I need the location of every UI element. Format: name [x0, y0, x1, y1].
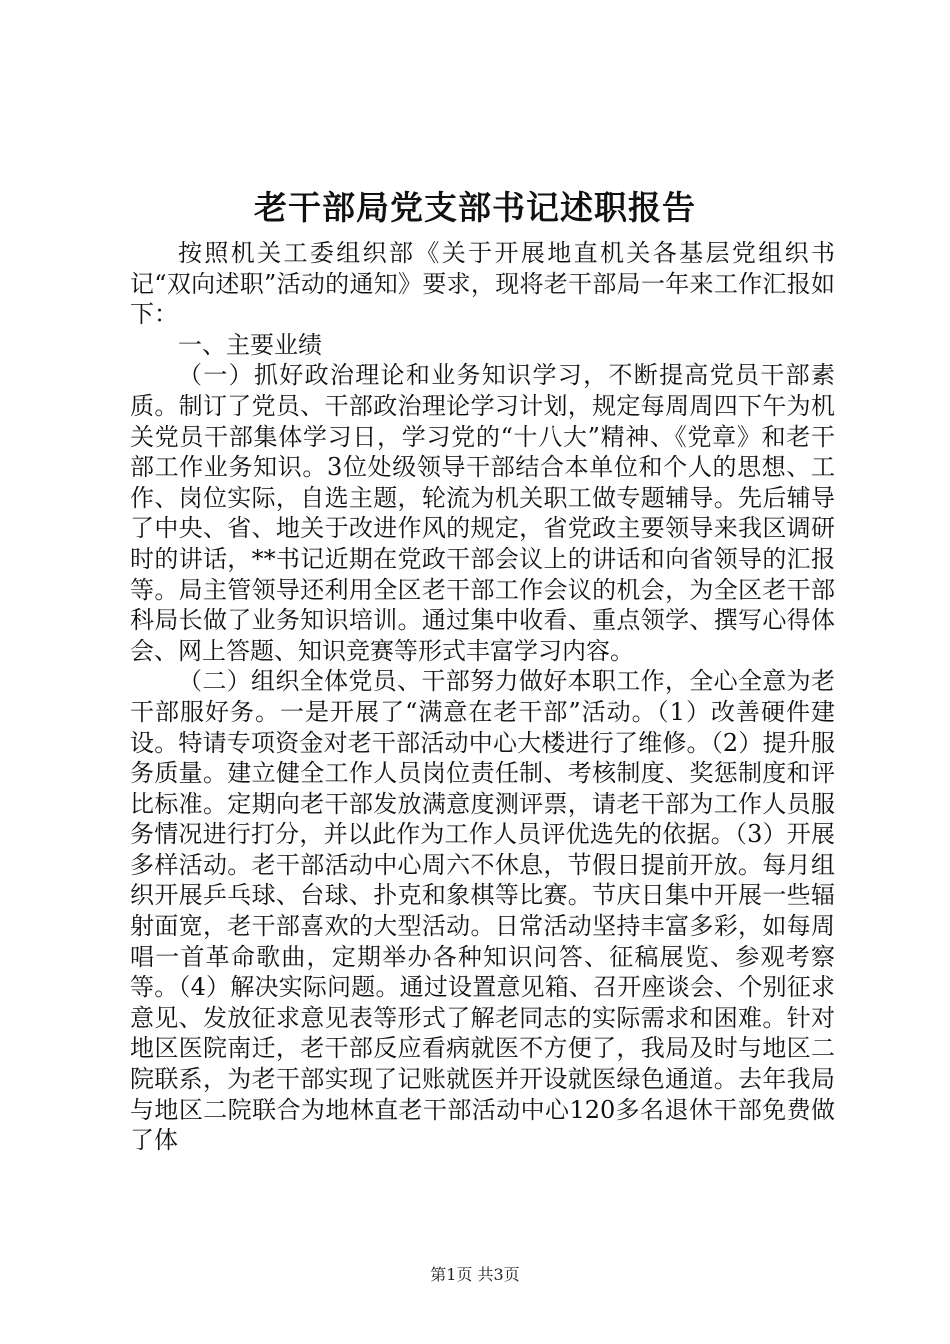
paragraph-study: （一）抓好政治理论和业务知识学习，不断提高党员干部素质。制订了党员、干部政治理论学习计划，规定每周周四下午为机关党员干部集体学习日，学习党的“十八大”精神、《党章》和老干部工作业务知识。3位处级领导干部结合本单位和个人的思想、工作、岗位实际，自选主题，轮流为机关职工做专题辅导。先后辅导了中央、省、地关于改进作风的规定，省党政主要领导来我区调研时的讲话，**书记近期在党政干部会议上的讲话和向省领导的汇报等。局主管领导还利用全区老干部工作会议的机会，为全区老干部科局长做了业务知识培训。通过集中收看、重点领学、撰写心得体会、网上答题、知识竞赛等形式丰富学习内容。: [130, 361, 835, 665]
paragraph-service: （二）组织全体党员、干部努力做好本职工作，全心全意为老干部服好务。一是开展了“满意在老干部”活动。（1）改善硬件建设。特请专项资金对老干部活动中心大楼进行了维修。（2）提升服务质量。建立健全工作人员岗位责任制、考核制度、奖惩制度和评比标准。定期向老干部发放满意度测评票，请老干部为工作人员服务情况进行打分，并以此作为工作人员评优选先的依据。（3）开展多样活动。老干部活动中心周六不休息，节假日提前开放。每月组织开展乒乓球、台球、扑克和象棋等比赛。节庆日集中开展一些辐射面宽，老干部喜欢的大型活动。日常活动坚持丰富多彩，如每周唱一首革命歌曲，定期举办各种知识问答、征稿展览、参观考察等。（4）解决实际问题。通过设置意见箱、召开座谈会、个别征求意见、发放征求意见表等形式了解老同志的实际需求和困难。针对地区医院南迁，老干部反应看病就医不方便了，我局及时与地区二院联系，为老干部实现了记账就医并开设就医绿色通道。去年我局与地区二院联合为地林直老干部活动中心120多名退休干部免费做了体: [130, 667, 835, 1155]
paragraph-intro: 按照机关工委组织部《关于开展地直机关各基层党组织书记“双向述职”活动的通知》要求，现将老干部局一年来工作汇报如下：: [130, 239, 835, 329]
section-heading: 一、主要业绩: [178, 330, 322, 359]
document-title: 老干部局党支部书记述职报告: [254, 188, 696, 227]
page-number: 第1页 共3页: [430, 1265, 520, 1284]
document-body: [130, 238, 835, 1156]
